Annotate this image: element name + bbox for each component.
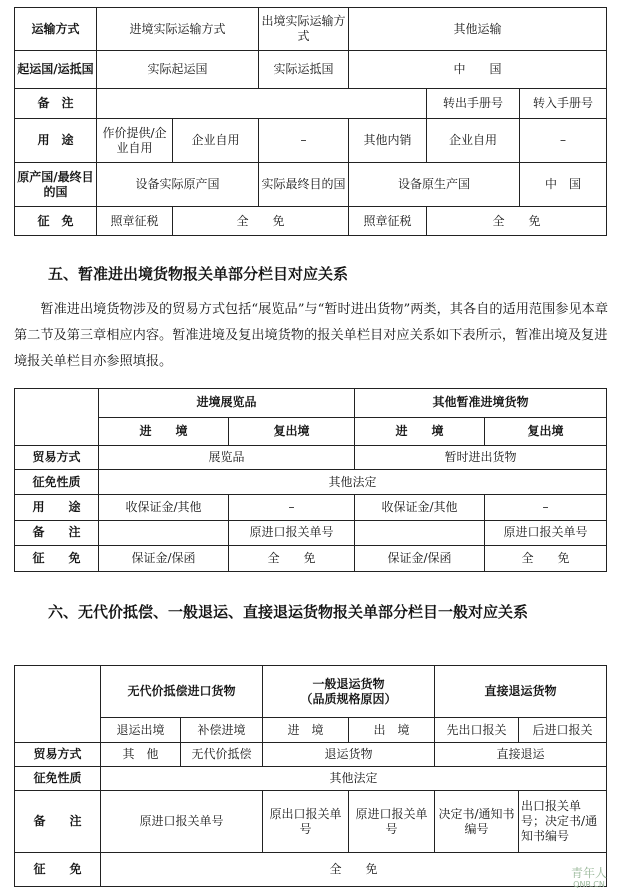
table-cell: 决定书/通知书编号	[435, 791, 519, 853]
column-group-header	[263, 666, 435, 718]
column-header: 复出境	[485, 417, 607, 445]
table-cell: 收保证金/其他	[99, 494, 229, 520]
row-label: 原产国/最终目的国	[15, 163, 97, 207]
table-cell: 作价提供/企业自用	[97, 119, 173, 163]
column-header: 后进口报关	[519, 718, 607, 743]
table-cell: 直接退运	[435, 743, 607, 767]
section-paragraph: 暂准进出境货物涉及的贸易方式包括“展览品”与“暂时进出货物”两类，其各自的适用范围参见本章第二节及第三章相应内容。暂准进境及复出境货物的报关单栏目对应关系如下表所示，暂准出境及复进境报关单栏目亦参照填报。	[14, 302, 609, 369]
table-cell: 保证金/保函	[99, 546, 229, 572]
table-cell: 退运货物	[263, 743, 435, 767]
table-cell: 转入手册号	[520, 89, 607, 119]
row-label: 用 途	[15, 494, 99, 520]
table-cell: 其他内销	[349, 119, 427, 163]
row-label: 运输方式	[15, 8, 97, 51]
row-label: 征 免	[15, 546, 99, 572]
table-cell: –	[259, 119, 349, 163]
table-cell: 实际最终目的国	[259, 163, 349, 207]
table-cell: 中 国	[520, 163, 607, 207]
section-heading: 五、暂准进出境货物报关单部分栏目对应关系	[48, 265, 349, 283]
site-watermark	[571, 866, 607, 889]
watermark-logo: 青年人	[570, 866, 607, 880]
table-cell: 实际运抵国	[259, 51, 349, 89]
column-group-subtitle: （品质规格原因）	[300, 691, 397, 706]
row-label: 备 注	[15, 520, 99, 546]
row-label: 征免性质	[15, 767, 101, 791]
transport-table	[14, 7, 607, 236]
table-cell: 原出口报关单号	[263, 791, 349, 853]
column-group-header: 其他暂准进境货物	[355, 389, 607, 418]
temporary-goods-table	[14, 388, 607, 572]
table-cell: 其他法定	[99, 470, 607, 495]
column-header: 进 境	[99, 417, 229, 445]
column-header: 补偿进境	[181, 718, 263, 743]
column-header: 退运出境	[101, 718, 181, 743]
table-cell: 企业自用	[427, 119, 520, 163]
table-cell: 照章征税	[349, 207, 427, 236]
table-cell: 全 免	[427, 207, 607, 236]
table-cell: 收保证金/其他	[355, 494, 485, 520]
table-cell: 全 免	[173, 207, 349, 236]
row-label: 征 免	[15, 207, 97, 236]
table-cell: 设备实际原产国	[97, 163, 259, 207]
table-cell: 全 免	[229, 546, 355, 572]
table-cell: 中 国	[349, 51, 607, 89]
table-cell: 企业自用	[173, 119, 259, 163]
table-cell: 保证金/保函	[355, 546, 485, 572]
table-cell: 转出手册号	[427, 89, 520, 119]
table-cell: 设备原生产国	[349, 163, 520, 207]
column-group-header: 直接退运货物	[435, 666, 607, 718]
watermark-site: QNR.CN	[573, 880, 605, 889]
row-label: 起运国/运抵国	[15, 51, 97, 89]
table-cell: 出口报关单号；决定书/通知书编号	[519, 791, 607, 853]
table-corner-cell	[15, 389, 99, 446]
table-cell: 无代价抵偿	[181, 743, 263, 767]
table-cell: 原进口报关单号	[229, 520, 355, 546]
column-header: 进 境	[263, 718, 349, 743]
column-header: 先出口报关	[435, 718, 519, 743]
column-header: 进 境	[355, 417, 485, 445]
table-cell: –	[229, 494, 355, 520]
row-label: 贸易方式	[15, 743, 101, 767]
row-label: 备 注	[15, 791, 101, 853]
table-cell: –	[520, 119, 607, 163]
column-group-header: 无代价抵偿进口货物	[101, 666, 263, 718]
column-header: 出 境	[349, 718, 435, 743]
row-label: 征 免	[15, 853, 101, 887]
table-cell: 原进口报关单号	[349, 791, 435, 853]
row-label: 备 注	[15, 89, 97, 119]
table-cell	[99, 520, 229, 546]
table-cell: 全 免	[485, 546, 607, 572]
table-cell: 原进口报关单号	[485, 520, 607, 546]
row-label: 用 途	[15, 119, 97, 163]
column-header: 复出境	[229, 417, 355, 445]
column-group-title: 一般退运货物	[312, 676, 385, 691]
table-cell: 出境实际运输方式	[259, 8, 349, 51]
table-corner-cell	[15, 666, 101, 743]
table-cell: 展览品	[99, 445, 355, 470]
table-cell: 其他法定	[101, 767, 607, 791]
table-cell: 进境实际运输方式	[97, 8, 259, 51]
refund-goods-table	[14, 665, 607, 887]
table-cell: 照章征税	[97, 207, 173, 236]
section-heading: 六、无代价抵偿、一般退运、直接退运货物报关单部分栏目一般对应关系	[48, 603, 529, 621]
table-cell: 其 他	[101, 743, 181, 767]
table-cell: 其他运输	[349, 8, 607, 51]
table-cell: –	[485, 494, 607, 520]
table-cell: 全 免	[101, 853, 607, 887]
table-cell: 原进口报关单号	[101, 791, 263, 853]
row-label: 征免性质	[15, 470, 99, 495]
table-cell	[355, 520, 485, 546]
table-cell	[97, 89, 427, 119]
column-group-header: 进境展览品	[99, 389, 355, 418]
table-cell: 实际起运国	[97, 51, 259, 89]
row-label: 贸易方式	[15, 445, 99, 470]
table-cell: 暂时进出货物	[355, 445, 607, 470]
